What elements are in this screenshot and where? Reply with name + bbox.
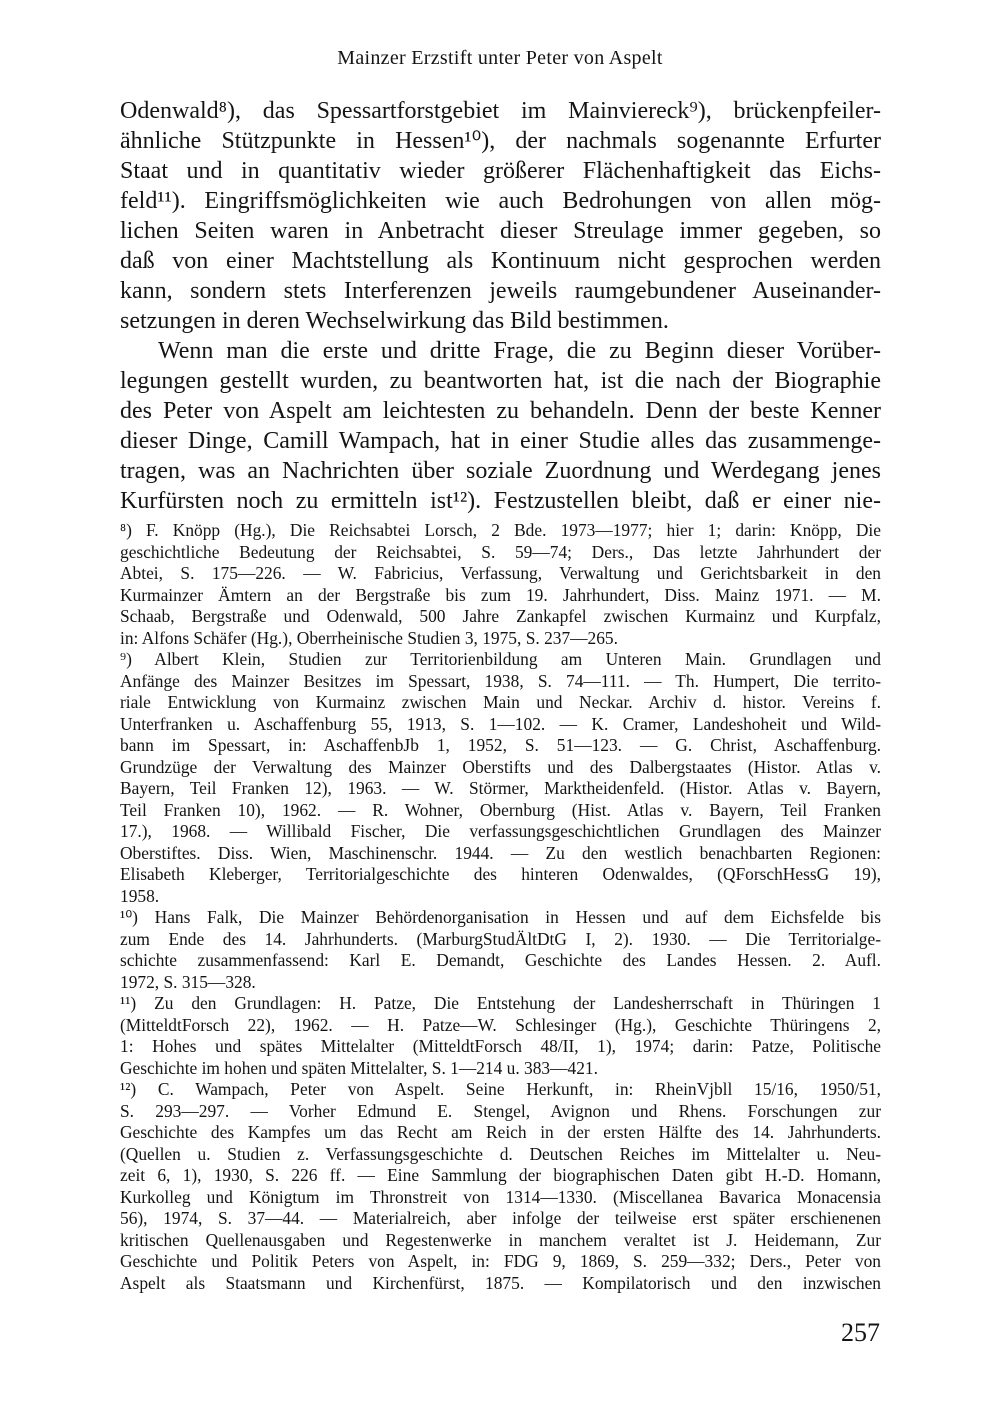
footnote-line: zum Ende des 14. Jahrhunderts. (MarburgStudÄltDtG I, 2). 1930. — Die Territorialge- <box>120 928 881 949</box>
text-line: Odenwald⁸), das Spessartforstgebiet im Mainviereck⁹), brückenpfeiler- <box>120 98 881 124</box>
footnote-9 <box>120 649 881 907</box>
footnote-8 <box>120 520 881 649</box>
footnote-line: ⁹) Albert Klein, Studien zur Territorienbildung am Unteren Main. Grundlagen und <box>120 649 881 669</box>
footnote-line: Geschichte und Politik Peters von Aspelt, in: FDG 9, 1869, S. 259—332; Ders., Peter von <box>120 1251 881 1271</box>
text-line: Kurfürsten noch zu ermitteln ist¹²). Festzustellen bleibt, daß er einer nie- <box>120 488 881 514</box>
footnote-line: Bayern, Teil Franken 12), 1963. — W. Störmer, Marktheidenfeld. (Histor. Atlas v. Bayern, <box>120 778 881 798</box>
footnote-line: Grundzüge der Verwaltung des Mainzer Oberstifts und des Dalbergstaates (Histor. Atlas v. <box>120 756 881 777</box>
footnote-line: ¹²) C. Wampach, Peter von Aspelt. Seine Herkunft, in: RheinVjbll 15/16, 1950/51, <box>120 1079 881 1099</box>
footnote-line: Geschichte im hohen und späten Mittelalter, S. 1—214 u. 383—421. <box>120 1057 598 1078</box>
footnote-line: bann im Spessart, in: AschaffenbJb 1, 1952, S. 51—123. — G. Christ, Aschaffenburg. <box>120 735 881 755</box>
footnote-line: zeit 6, 1), 1930, S. 226 ff. — Eine Sammlung der biographischen Daten gibt H.-D. Homann, <box>120 1165 881 1185</box>
text-line: ähnliche Stützpunkte in Hessen¹⁰), der nachmals sogenannte Erfurter <box>120 128 881 154</box>
body-text <box>120 96 881 516</box>
footnote-line: Kurmainzer Ämtern an der Bergstraße bis zum 19. Jahrhundert, Diss. Mainz 1971. — M. <box>120 584 881 605</box>
footnotes <box>120 520 881 1294</box>
footnote-line: (MitteldtForsch 22), 1962. — H. Patze—W. Schlesinger (Hg.), Geschichte Thüringens 2, <box>120 1014 881 1035</box>
body-paragraph-2 <box>120 336 881 516</box>
text-line: des Peter von Aspelt am leichtesten zu behandeln. Denn der beste Kenner <box>120 398 881 424</box>
footnote-line: Anfänge des Mainzer Besitzes im Spessart, 1938, S. 74—111. — Th. Humpert, Die territo- <box>120 670 881 691</box>
footnote-line: 56), 1974, S. 37—44. — Materialreich, aber infolge der teilweise erst später erschienenen <box>120 1208 881 1228</box>
text-line: dieser Dinge, Camill Wampach, hat in einer Studie alles das zusammenge- <box>120 428 881 454</box>
footnote-line: Oberstiftes. Diss. Wien, Maschinenschr. 1944. — Zu den westlich benachbarten Regionen: <box>120 842 881 863</box>
footnote-12 <box>120 1079 881 1294</box>
text-line: kann, sondern stets Interferenzen jeweils raumgebundener Auseinander- <box>120 278 881 304</box>
footnote-line: 1958. <box>120 885 160 906</box>
text-line: legungen gestellt wurden, zu beantworten hat, ist die nach der Biographie <box>120 368 881 394</box>
footnote-line: Geschichte des Kampfes um das Recht am Reich in der ersten Hälfte des 14. Jahrhunderts. <box>120 1122 881 1142</box>
footnote-line: (Quellen u. Studien z. Verfassungsgeschichte d. Deutschen Reiches im Mittelalter u. Neu- <box>120 1143 881 1164</box>
body-paragraph-1 <box>120 96 881 336</box>
footnote-line: 1: Hohes und spätes Mittelalter (MitteldtForsch 48/II, 1), 1974; darin: Patze, Politische <box>120 1036 881 1056</box>
footnote-line: ¹¹) Zu den Grundlagen: H. Patze, Die Entstehung der Landesherrschaft in Thüringen 1 <box>120 993 881 1013</box>
footnote-line: 17.), 1968. — Willibald Fischer, Die verfassungsgeschichtlichen Grundlagen des Mainzer <box>120 821 881 841</box>
page-number: 257 <box>841 1318 880 1347</box>
text-line: tragen, was an Nachrichten über soziale Zuordnung und Werdegang jenes <box>120 458 881 484</box>
footnote-line: ⁸) F. Knöpp (Hg.), Die Reichsabtei Lorsch, 2 Bde. 1973—1977; hier 1; darin: Knöpp, Die <box>120 520 881 540</box>
text-line: Wenn man die erste und dritte Frage, die zu Beginn dieser Vorüber- <box>158 338 881 364</box>
footnote-line: Schaab, Bergstraße und Odenwald, 500 Jahre Zankapfel zwischen Kurmainz und Kurpfalz, <box>120 606 881 626</box>
footnote-line: Teil Franken 10), 1962. — R. Wohner, Obernburg (Hist. Atlas v. Bayern, Teil Franken <box>120 799 881 820</box>
footnote-line: Abtei, S. 175—226. — W. Fabricius, Verfassung, Verwaltung und Gerichtsbarkeit in den <box>120 563 881 583</box>
running-head: Mainzer Erzstift unter Peter von Aspelt <box>337 47 663 69</box>
footnote-line: Unterfranken u. Aschaffenburg 55, 1913, S. 1—102. — K. Cramer, Landeshoheit und Wild- <box>120 713 881 734</box>
footnote-line: geschichtliche Bedeutung der Reichsabtei, S. 59—74; Ders., Das letzte Jahrhundert der <box>120 541 881 562</box>
text-line: lichen Seiten waren in Anbetracht dieser Streulage immer gegeben, so <box>120 218 881 244</box>
footnote-line: S. 293—297. — Vorher Edmund E. Stengel, Avignon und Rhens. Forschungen zur <box>120 1100 881 1121</box>
footnote-line: kritischen Quellenausgaben und Regestenwerke in manchem veraltet ist J. Heidemann, Zur <box>120 1229 881 1250</box>
footnote-line: ¹⁰) Hans Falk, Die Mainzer Behördenorganisation in Hessen und auf dem Eichsfelde bis <box>120 907 881 927</box>
text-line: daß von einer Machtstellung als Kontinuum nicht gesprochen werden <box>120 248 881 274</box>
footnote-line: schichte zusammenfassend: Karl E. Demandt, Geschichte des Landes Hessen. 2. Aufl. <box>120 950 881 970</box>
footnote-line: in: Alfons Schäfer (Hg.), Oberrheinische Studien 3, 1975, S. 237—265. <box>120 627 618 648</box>
footnote-line: riale Entwicklung von Kurmainz zwischen Main und Neckar. Archiv d. histor. Vereins f. <box>120 692 881 712</box>
footnote-line: 1972, S. 315—328. <box>120 971 256 992</box>
footnote-11 <box>120 993 881 1079</box>
text-line: setzungen in deren Wechselwirkung das Bild bestimmen. <box>120 308 669 334</box>
footnote-line: Aspelt als Staatsmann und Kirchenfürst, 1875. — Kompilatorisch und den inzwischen <box>120 1272 881 1293</box>
footnote-10 <box>120 907 881 993</box>
text-line: feld¹¹). Eingriffsmöglichkeiten wie auch Bedrohungen von allen mög- <box>120 188 881 214</box>
footnote-line: Kurkolleg und Königtum im Thronstreit von 1314—1330. (Miscellanea Bavarica Monacensia <box>120 1186 881 1207</box>
text-line: Staat und in quantitativ wieder größerer Flächenhaftigkeit das Eichs- <box>120 158 881 184</box>
footnote-line: Elisabeth Kleberger, Territorialgeschichte des hinteren Odenwaldes, (QForschHessG 19), <box>120 864 881 884</box>
